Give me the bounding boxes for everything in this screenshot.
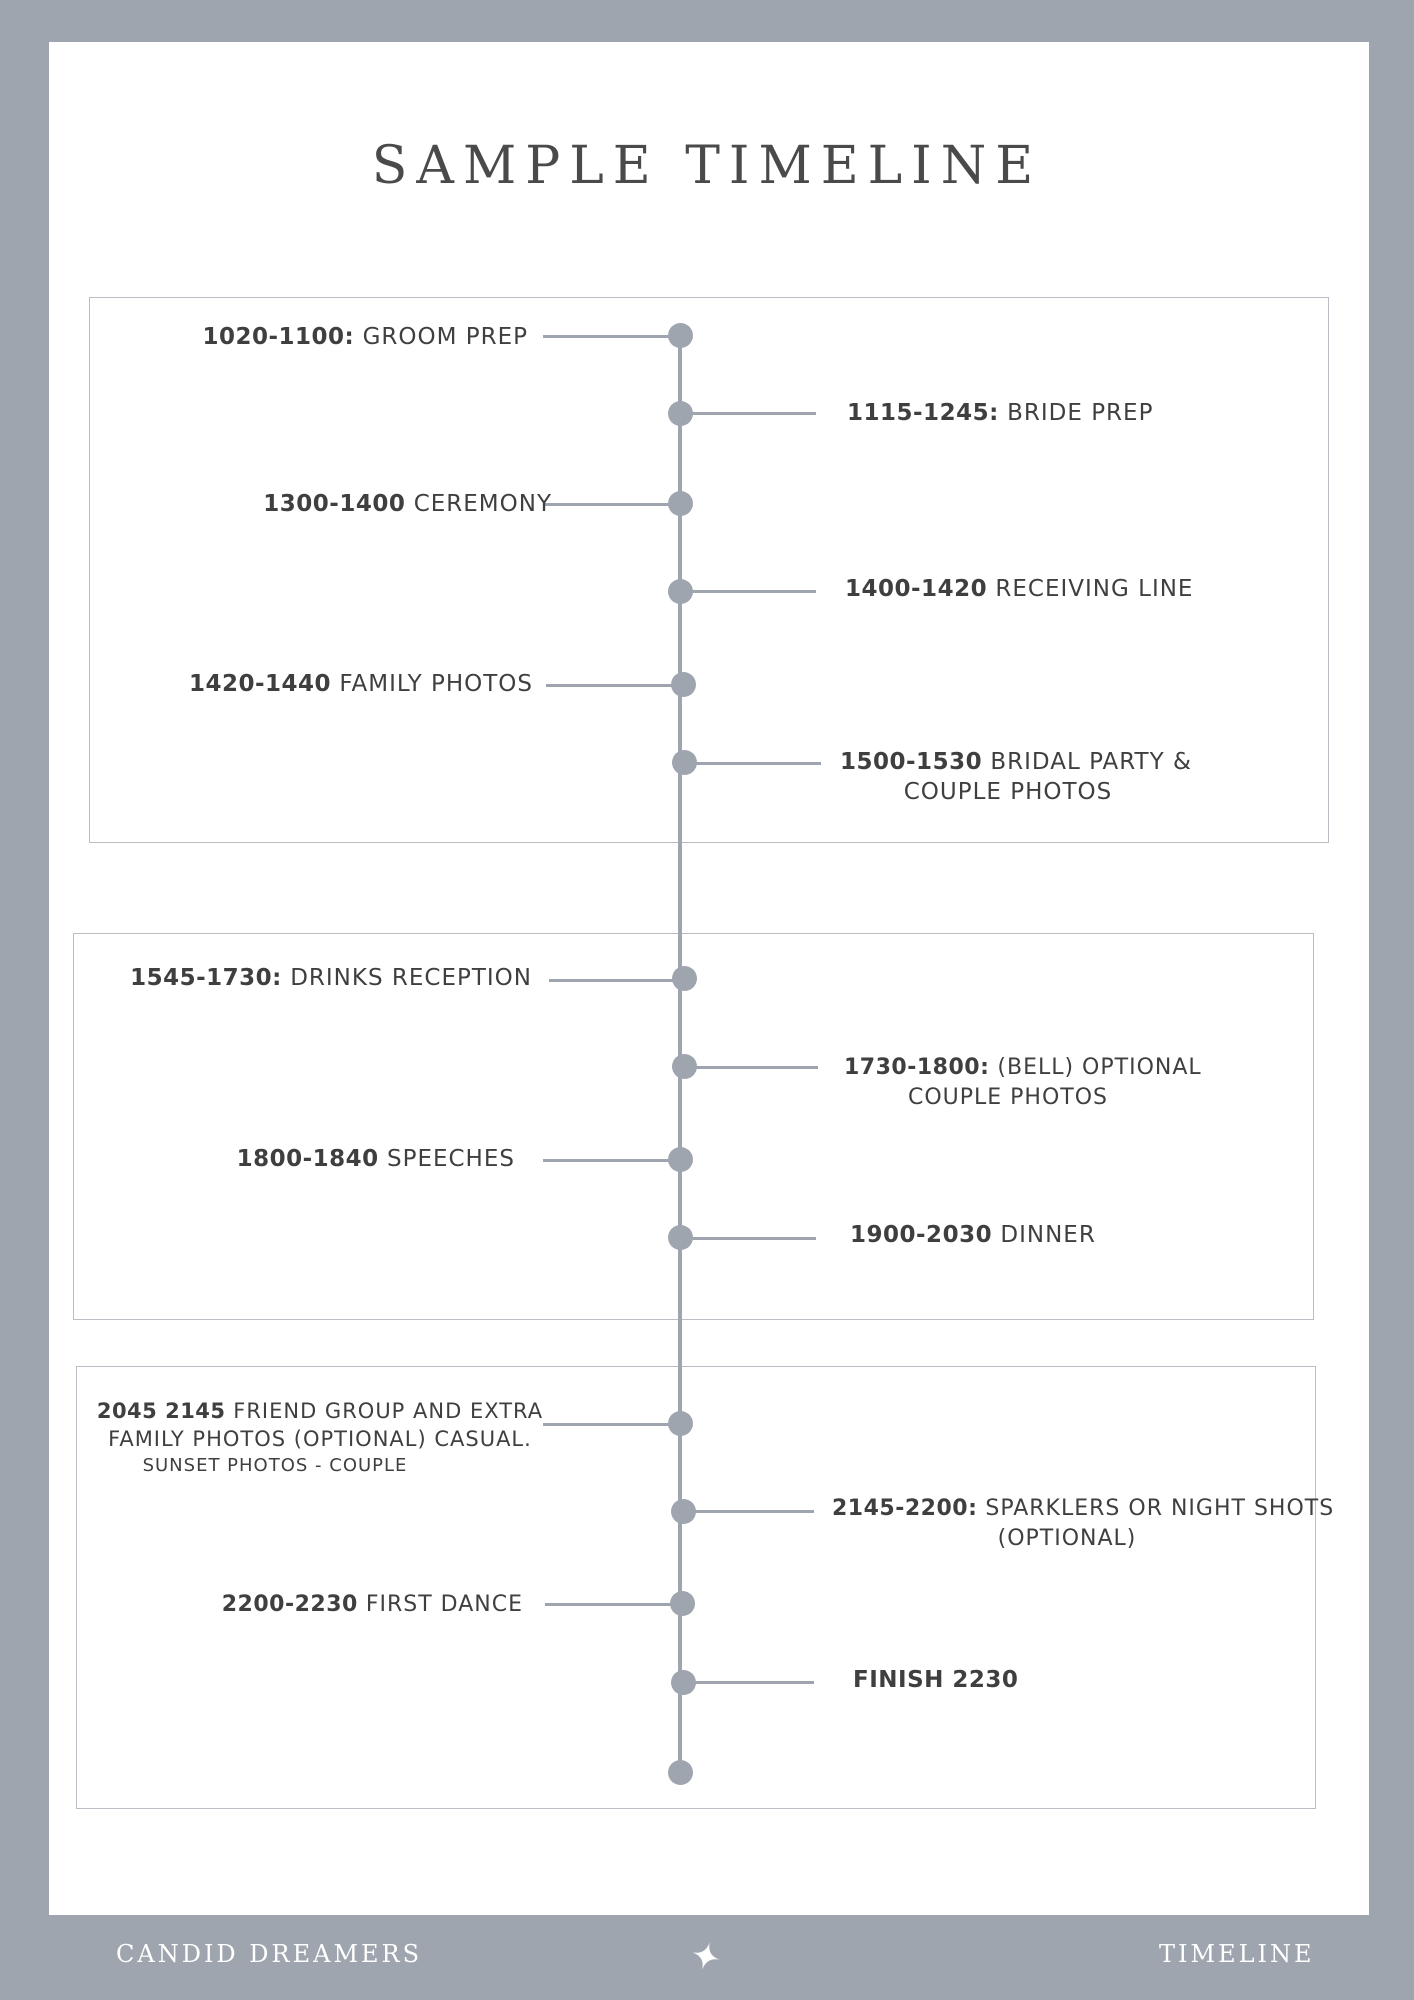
timeline-event xyxy=(263,489,552,519)
event-text: BRIDE PREP xyxy=(1007,400,1154,426)
timeline-end-dot xyxy=(668,1760,693,1785)
connector xyxy=(543,503,681,506)
timeline-dot xyxy=(671,1670,696,1695)
timeline-event xyxy=(850,1220,1096,1250)
connector xyxy=(543,1423,681,1426)
timeline-event xyxy=(847,398,1153,428)
event-text: FRIEND GROUP AND EXTRA xyxy=(233,1399,544,1423)
timeline-event xyxy=(840,747,1192,807)
event-time: 2145-2200: xyxy=(832,1496,978,1521)
connector xyxy=(543,335,681,338)
timeline-dot xyxy=(668,1411,693,1436)
timeline-event xyxy=(237,1144,515,1174)
event-time: 1545-1730: xyxy=(130,965,282,991)
connector xyxy=(681,762,821,765)
event-time: 1730-1800: xyxy=(844,1055,990,1080)
footer-section-label: TIMELINE xyxy=(1159,1940,1315,1968)
timeline-dot xyxy=(671,1499,696,1524)
timeline-event xyxy=(202,322,528,352)
timeline-dot xyxy=(668,323,693,348)
event-text: FIRST DANCE xyxy=(365,1592,523,1617)
timeline-event xyxy=(96,1397,544,1479)
event-text: DRINKS RECEPTION xyxy=(290,965,532,991)
timeline-event xyxy=(845,574,1193,604)
timeline-event xyxy=(844,1053,1202,1113)
event-text: SPARKLERS OR NIGHT SHOTS xyxy=(985,1496,1335,1521)
page-title: SAMPLE TIMELINE xyxy=(371,136,1043,196)
connector xyxy=(681,1066,818,1069)
event-text-line2: COUPLE PHOTOS xyxy=(903,779,1113,805)
event-text: BRIDAL PARTY & xyxy=(990,749,1192,775)
event-time: 1020-1100: xyxy=(202,324,355,350)
event-time: FINISH 2230 xyxy=(853,1667,1019,1693)
timeline-dot xyxy=(672,966,697,991)
connector xyxy=(546,684,681,687)
timeline-event xyxy=(130,963,532,993)
connector xyxy=(549,979,681,982)
event-text: CEREMONY xyxy=(413,491,552,517)
event-time: 1800-1840 xyxy=(236,1146,379,1172)
timeline-dot xyxy=(670,1591,695,1616)
connector xyxy=(545,1603,681,1606)
connector xyxy=(681,1237,816,1240)
timeline-dot xyxy=(672,750,697,775)
event-text: SPEECHES xyxy=(386,1146,515,1172)
timeline-dot xyxy=(668,491,693,516)
event-time: 1420-1440 xyxy=(188,671,332,697)
event-text-line3: SUNSET PHOTOS - COUPLE xyxy=(142,1455,408,1476)
event-text-line2: FAMILY PHOTOS (OPTIONAL) CASUAL. xyxy=(108,1427,532,1451)
timeline-dot xyxy=(671,672,696,697)
event-text: DINNER xyxy=(1000,1222,1096,1248)
event-text-line2: COUPLE PHOTOS xyxy=(907,1085,1109,1110)
timeline-dot xyxy=(668,401,693,426)
event-time: 1400-1420 xyxy=(845,576,988,602)
event-text: FAMILY PHOTOS xyxy=(339,671,533,697)
event-text: (BELL) OPTIONAL xyxy=(997,1055,1202,1080)
timeline-dot xyxy=(668,1225,693,1250)
connector xyxy=(543,1159,681,1162)
connector xyxy=(681,1510,814,1513)
event-time: 1900-2030 xyxy=(850,1222,993,1248)
timeline-dot xyxy=(668,579,693,604)
event-text: RECEIVING LINE xyxy=(995,576,1194,602)
timeline-dot xyxy=(672,1054,697,1079)
connector xyxy=(681,1681,814,1684)
timeline-event xyxy=(853,1665,1018,1695)
timeline-event xyxy=(832,1494,1335,1554)
event-time: 1115-1245: xyxy=(847,400,999,426)
connector xyxy=(681,590,816,593)
event-time: 2200-2230 xyxy=(221,1592,358,1617)
timeline-event xyxy=(222,1590,523,1620)
timeline-event xyxy=(189,669,533,699)
footer-brand: CANDID DREAMERS xyxy=(116,1940,423,1968)
event-time: 2045 2145 xyxy=(96,1399,226,1423)
timeline-dot xyxy=(668,1147,693,1172)
connector xyxy=(681,412,816,415)
event-time: 1300-1400 xyxy=(263,491,406,517)
event-time: 1500-1530 xyxy=(840,749,983,775)
sparkle-star-icon xyxy=(690,1940,722,1972)
event-text-line2: (OPTIONAL) xyxy=(997,1526,1137,1551)
event-text: GROOM PREP xyxy=(362,324,528,350)
